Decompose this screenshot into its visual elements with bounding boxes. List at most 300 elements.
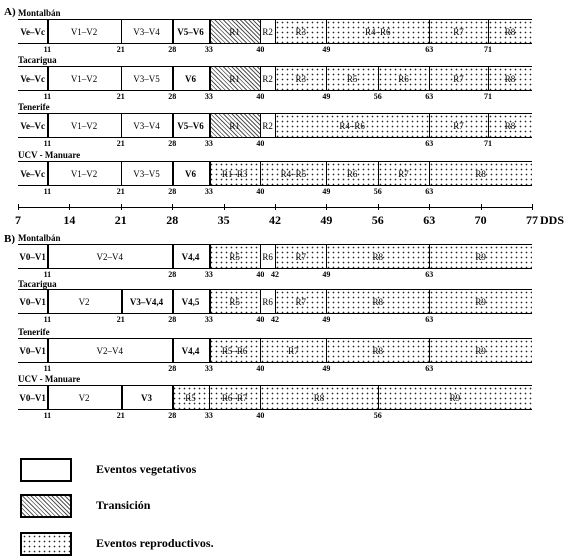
stage-divider [260, 385, 261, 410]
stage-divider [47, 338, 49, 363]
stage-divider [172, 289, 174, 314]
stage-label: R9 [475, 251, 486, 262]
day-tick: 28 [168, 315, 177, 324]
stage-segment [209, 245, 260, 268]
site-name: UCV - Manuare [18, 374, 81, 384]
stage-segment [326, 20, 429, 43]
axis-tick-label: 14 [63, 213, 76, 227]
stage-segment [172, 67, 209, 90]
stage-segment [47, 114, 120, 137]
stage-label: V0–V1 [19, 296, 46, 307]
axis-tick [275, 204, 276, 210]
stage-label: V4,4 [181, 251, 200, 262]
stage-segment [260, 162, 326, 185]
axis-tick [429, 204, 430, 210]
day-tick: 63 [425, 139, 434, 148]
stage-segment [209, 386, 260, 409]
stage-divider [47, 289, 49, 314]
stage-segment [260, 339, 326, 362]
day-tick: 42 [271, 270, 279, 279]
site-name: Montalbán [18, 233, 61, 243]
stage-segment [429, 67, 488, 90]
stage-segment [326, 339, 429, 362]
stage-segment [429, 20, 488, 43]
stage-divider [209, 244, 211, 269]
stage-label: V1–V2 [70, 26, 98, 37]
stage-label: V3–V5 [133, 73, 160, 84]
stage-segment [47, 162, 120, 185]
stage-label: R8 [372, 345, 384, 356]
axis-tick-label: 21 [114, 213, 127, 227]
day-tick: 40 [256, 92, 265, 101]
day-tick: 28 [168, 364, 177, 373]
stage-segment [429, 245, 532, 268]
stage-divider [209, 66, 211, 91]
stage-segment [275, 245, 326, 268]
stage-segment [172, 114, 209, 137]
day-tick: 11 [43, 411, 52, 420]
day-tick: 33 [204, 411, 213, 420]
stage-label: V3–V5 [133, 168, 160, 179]
stage-divider [172, 161, 174, 186]
legend-label: Transición [96, 498, 151, 512]
day-tick: 21 [116, 411, 125, 420]
stage-segment [260, 290, 275, 313]
day-tick: 49 [322, 187, 331, 196]
axis-tick-label: 63 [423, 213, 436, 227]
stage-label: V2 [78, 392, 90, 403]
stage-segment [260, 20, 275, 43]
stage-label: R8 [475, 168, 486, 179]
stage-segment [260, 386, 377, 409]
day-tick: 63 [425, 92, 434, 101]
stage-label: V3 [140, 392, 152, 403]
stage-divider [378, 66, 379, 91]
stage-divider [209, 113, 211, 138]
legend-label: Eventos reproductivos. [96, 536, 214, 550]
stage-divider [378, 385, 379, 410]
stage-segment [260, 114, 275, 137]
stage-divider [121, 385, 123, 410]
stage-divider [275, 244, 276, 269]
stage-label: R2 [262, 26, 273, 37]
day-tick: 40 [256, 270, 265, 279]
stage-segment [18, 339, 47, 362]
day-tick: 21 [116, 92, 125, 101]
day-tick: 33 [204, 187, 213, 196]
legend-swatch [20, 458, 72, 482]
stage-divider [488, 66, 489, 91]
stage-divider [260, 244, 261, 269]
stage-segment [47, 67, 120, 90]
stage-segment [172, 386, 209, 409]
stage-label: V2–V4 [96, 251, 124, 262]
stage-segment [18, 20, 47, 43]
stage-bar [18, 385, 532, 410]
day-tick: 40 [256, 411, 265, 420]
stage-segment [172, 339, 209, 362]
day-tick: 11 [43, 139, 52, 148]
stage-divider [172, 66, 174, 91]
stage-label: R7 [288, 345, 299, 356]
axis-tick [481, 204, 482, 210]
axis-unit: DDS [540, 213, 565, 227]
day-tick: 28 [168, 92, 177, 101]
axis-tick [121, 204, 122, 210]
stage-divider [275, 113, 276, 138]
stage-divider [209, 338, 211, 363]
axis-tick-label: 7 [15, 213, 21, 227]
day-tick: 33 [204, 45, 213, 54]
day-tick: 71 [483, 92, 492, 101]
stage-divider [47, 244, 49, 269]
day-tick: 56 [373, 411, 382, 420]
stage-divider [121, 66, 122, 91]
legend-swatch [20, 494, 72, 518]
stage-label: Ve–Vc [20, 26, 46, 37]
stage-divider [429, 66, 430, 91]
stage-divider [172, 244, 174, 269]
stage-divider [47, 113, 49, 138]
stage-label: R7 [453, 120, 464, 131]
stage-segment [18, 386, 47, 409]
stage-bar [18, 338, 532, 363]
stage-segment [121, 67, 172, 90]
stage-divider [488, 113, 489, 138]
stage-label: V4,5 [181, 296, 200, 307]
stage-label: R8 [372, 251, 384, 262]
stage-label: R6 [398, 73, 409, 84]
stage-label: V1–V2 [70, 73, 98, 84]
stage-segment [209, 20, 260, 43]
day-tick: 49 [322, 92, 331, 101]
stage-segment [209, 162, 260, 185]
stage-label: R7 [295, 251, 306, 262]
day-tick: 49 [322, 364, 331, 373]
day-tick: 28 [168, 411, 177, 420]
stage-bar [18, 113, 532, 138]
stage-segment [47, 290, 120, 313]
stage-label: V2–V4 [96, 345, 124, 356]
stage-label: Ve–Vc [20, 120, 46, 131]
day-tick: 63 [425, 270, 434, 279]
panel-label: B) [4, 233, 15, 245]
stage-segment [18, 245, 47, 268]
stage-divider [429, 289, 430, 314]
day-tick: 49 [322, 45, 331, 54]
stage-segment [326, 245, 429, 268]
day-tick: 40 [256, 187, 265, 196]
day-tick: 11 [43, 45, 52, 54]
stage-divider [209, 289, 211, 314]
stage-label: Ve–Vc [20, 168, 46, 179]
stage-divider [488, 19, 489, 44]
axis-tick [69, 204, 70, 210]
stage-segment [378, 67, 429, 90]
day-tick: 33 [204, 364, 213, 373]
stage-label: R9 [475, 345, 486, 356]
stage-segment [18, 290, 47, 313]
stage-divider [172, 113, 174, 138]
stage-divider [172, 338, 174, 363]
stage-segment [429, 290, 532, 313]
stage-divider [209, 385, 210, 410]
legend-label: Eventos vegetativos [96, 462, 197, 476]
day-tick: 63 [425, 364, 434, 373]
stage-segment [275, 114, 429, 137]
stage-segment [121, 290, 172, 313]
stage-label: R8 [504, 120, 516, 131]
stage-segment [47, 245, 172, 268]
stage-segment [378, 386, 532, 409]
stage-divider [429, 19, 430, 44]
stage-divider [172, 385, 174, 410]
stage-label: V5–V6 [177, 120, 204, 131]
stage-divider [209, 19, 211, 44]
stage-segment [121, 386, 172, 409]
site-name: Tacarigua [18, 55, 57, 65]
day-tick: 21 [116, 45, 125, 54]
stage-divider [260, 289, 261, 314]
stage-label: R2 [262, 120, 273, 131]
stage-segment [121, 114, 172, 137]
day-tick: 11 [43, 270, 52, 279]
axis-tick [172, 204, 173, 210]
stage-divider [121, 289, 123, 314]
stage-divider [260, 113, 261, 138]
day-tick: 11 [43, 92, 52, 101]
stage-label: R5–R6 [221, 345, 248, 356]
stage-label: R6 [262, 251, 273, 262]
day-tick: 28 [168, 187, 177, 196]
day-tick: 71 [483, 139, 492, 148]
stage-label: V3–V4,4 [129, 296, 164, 307]
stage-segment [275, 20, 326, 43]
axis-tick-label: 49 [320, 213, 333, 227]
day-tick: 33 [204, 92, 213, 101]
axis-tick-label: 42 [269, 213, 281, 227]
day-tick: 56 [373, 92, 382, 101]
stage-segment [326, 67, 377, 90]
stage-label: R1 [229, 26, 240, 37]
stage-label: V3–V4 [133, 120, 160, 131]
day-tick: 63 [425, 187, 434, 196]
day-tick: 28 [168, 45, 177, 54]
stage-label: R7 [453, 73, 464, 84]
stage-divider [326, 244, 327, 269]
stage-segment [172, 245, 209, 268]
stage-bar [18, 244, 532, 269]
stage-segment [172, 290, 209, 313]
stage-divider [47, 161, 49, 186]
stage-divider [260, 19, 261, 44]
stage-divider [275, 289, 276, 314]
stage-label: R8 [504, 26, 516, 37]
stage-label: R6 [262, 296, 273, 307]
day-tick: 49 [322, 270, 331, 279]
stage-divider [260, 161, 261, 186]
stage-label: R1–R3 [221, 168, 248, 179]
stage-divider [326, 289, 327, 314]
panel-label: A) [4, 6, 16, 18]
stage-label: V0–V1 [19, 345, 46, 356]
stage-label: Ve–Vc [20, 73, 46, 84]
stage-label: R4–R6 [339, 120, 365, 131]
day-tick: 40 [256, 139, 265, 148]
stage-divider [326, 66, 327, 91]
day-tick: 40 [256, 315, 265, 324]
stage-segment [275, 67, 326, 90]
stage-divider [260, 66, 261, 91]
stage-label: R1 [229, 120, 240, 131]
stage-divider [260, 338, 261, 363]
stage-divider [275, 19, 276, 44]
legend-swatch [20, 532, 72, 556]
stage-divider [47, 19, 49, 44]
site-name: Tacarigua [18, 279, 57, 289]
axis-tick-label: 56 [371, 213, 384, 227]
stage-segment [209, 290, 260, 313]
stage-label: V1–V2 [70, 120, 98, 131]
stage-label: R8 [313, 392, 325, 403]
stage-divider [121, 161, 122, 186]
axis-tick [532, 204, 533, 210]
stage-segment [326, 162, 377, 185]
stage-divider [429, 338, 430, 363]
stage-label: R4–R5 [280, 168, 307, 179]
day-tick: 42 [271, 315, 279, 324]
day-tick: 40 [256, 45, 265, 54]
day-tick: 11 [43, 315, 52, 324]
stage-label: R4–R6 [365, 26, 391, 37]
stage-segment [18, 114, 47, 137]
stage-divider [47, 66, 49, 91]
stage-divider [172, 19, 174, 44]
stage-label: R6–R7 [221, 392, 248, 403]
day-tick: 11 [43, 187, 52, 196]
day-tick: 21 [116, 315, 125, 324]
stage-label: R6 [346, 168, 358, 179]
axis-tick [326, 204, 327, 210]
stage-segment [47, 20, 120, 43]
day-tick: 28 [168, 270, 177, 279]
stage-label: V2 [78, 296, 90, 307]
stage-divider [209, 161, 211, 186]
stage-divider [429, 161, 430, 186]
stage-label: V6 [185, 73, 197, 84]
stage-label: V0–V1 [19, 251, 46, 262]
axis-tick-label: 77 [526, 213, 538, 227]
stage-segment [121, 162, 172, 185]
axis-tick-label: 70 [474, 213, 487, 227]
axis-tick-label: 35 [217, 213, 230, 227]
day-tick: 71 [483, 45, 492, 54]
stage-label: R5 [346, 73, 358, 84]
stage-label: R7 [453, 26, 464, 37]
stage-divider [326, 161, 327, 186]
stage-segment [209, 67, 260, 90]
axis-tick [18, 204, 19, 210]
stage-label: R8 [372, 296, 384, 307]
day-tick: 33 [204, 139, 213, 148]
site-name: Montalbán [18, 8, 61, 18]
day-tick: 28 [168, 139, 177, 148]
day-tick: 63 [425, 45, 434, 54]
site-name: Tenerife [18, 327, 50, 337]
day-tick: 49 [322, 315, 331, 324]
stage-label: R2 [262, 73, 273, 84]
stage-segment [209, 339, 260, 362]
stage-segment [260, 67, 275, 90]
stage-label: V4,4 [181, 345, 200, 356]
stage-segment [326, 290, 429, 313]
stage-label: R8 [504, 73, 516, 84]
stage-label: V6 [185, 168, 197, 179]
stage-label: R5 [229, 296, 240, 307]
stage-divider [47, 385, 49, 410]
day-tick: 63 [425, 315, 434, 324]
stage-label: R1 [229, 73, 240, 84]
day-tick: 56 [373, 187, 382, 196]
stage-divider [429, 113, 430, 138]
stage-label: R9 [475, 296, 486, 307]
stage-label: R7 [398, 168, 409, 179]
stage-segment [429, 162, 532, 185]
stage-segment [275, 290, 326, 313]
stage-segment [18, 67, 47, 90]
stage-bar [18, 19, 532, 44]
stage-segment [172, 20, 209, 43]
stage-segment [429, 114, 488, 137]
day-tick: 40 [256, 364, 265, 373]
day-tick: 33 [204, 315, 213, 324]
stage-segment [209, 114, 260, 137]
stage-divider [121, 113, 122, 138]
stage-segment [488, 20, 532, 43]
stage-divider [275, 66, 276, 91]
stage-segment [47, 386, 120, 409]
stage-label: V3–V4 [133, 26, 160, 37]
stage-label: R5 [185, 392, 196, 403]
stage-label: V1–V2 [70, 168, 98, 179]
day-tick: 21 [116, 187, 125, 196]
day-tick: 11 [43, 364, 52, 373]
stage-label: V5–V6 [177, 26, 204, 37]
day-tick: 21 [116, 139, 125, 148]
stage-label: R5 [229, 251, 240, 262]
stage-segment [488, 67, 532, 90]
stage-segment [121, 20, 172, 43]
stage-label: R3 [295, 26, 306, 37]
site-name: Tenerife [18, 102, 50, 112]
axis-tick-label: 28 [166, 213, 179, 227]
stage-divider [378, 161, 379, 186]
stage-divider [326, 19, 327, 44]
stage-label: R9 [449, 392, 461, 403]
stage-segment [429, 339, 532, 362]
stage-bar [18, 161, 532, 186]
stage-segment [18, 162, 47, 185]
stage-segment [488, 114, 532, 137]
stage-segment [260, 245, 275, 268]
site-name: UCV - Manuare [18, 150, 81, 160]
stage-divider [429, 244, 430, 269]
stage-segment [378, 162, 429, 185]
stage-bar [18, 66, 532, 91]
stage-bar [18, 289, 532, 314]
stage-label: R3 [295, 73, 306, 84]
axis-tick [378, 204, 379, 210]
